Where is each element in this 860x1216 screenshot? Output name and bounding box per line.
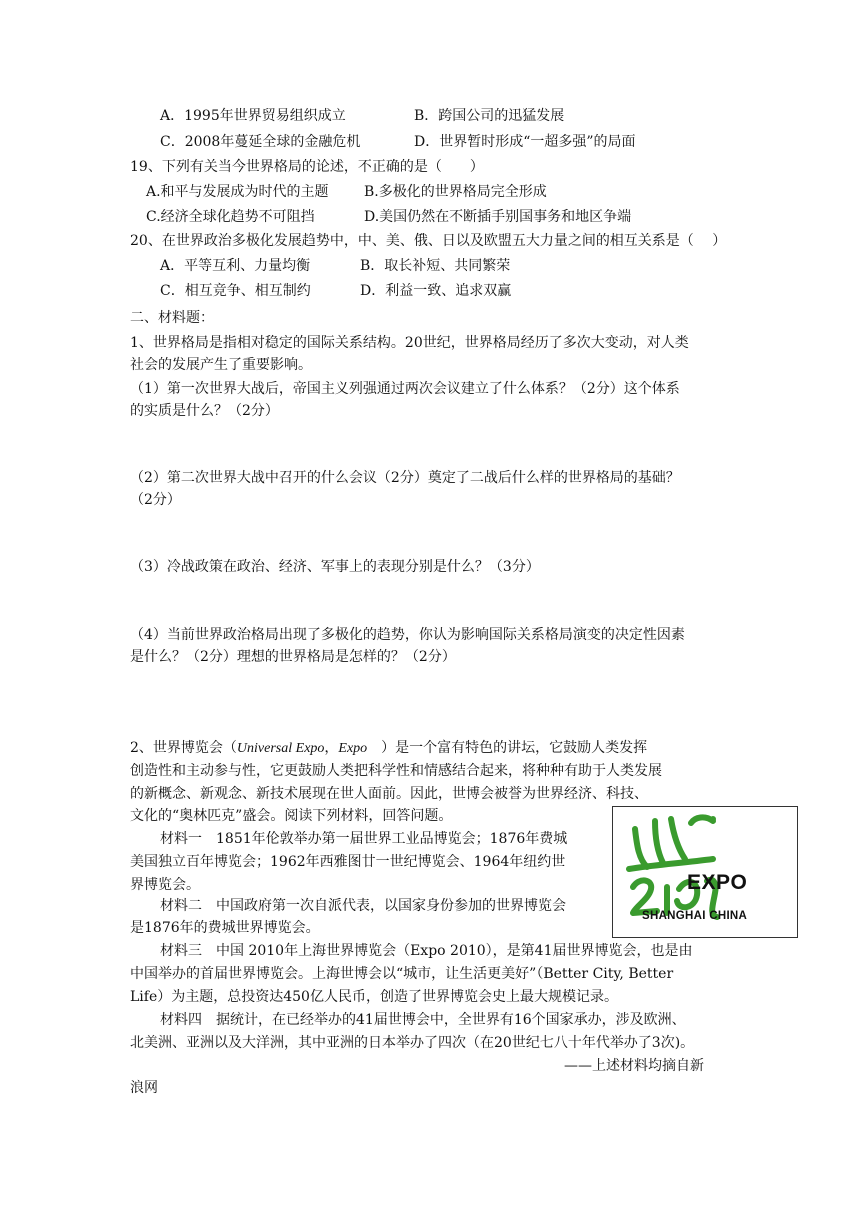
material-3-line-1: 材料三 中国 2010年上海世界博览会（Expo 2010），是第41届世界博览会，也是由 (160, 943, 693, 959)
source-attribution-line-2: 浪网 (130, 1080, 158, 1096)
m1-sub-question-4-line-1: （4）当前世界政治格局出现了多极化的趋势，你认为影响国际关系格局演变的决定性因素 (130, 627, 685, 643)
material-3-line-2: 中国举办的首届世界博览会。上海世博会以“城市，让生活更美好”（Better City, Better (130, 966, 674, 982)
m1-sub-question-1-line-2: 的实质是什么？（2分） (130, 403, 279, 419)
m2-intro-line-2: 创造性和主动参与性，它更鼓励人类把科学性和情感结合起来，将种种有助于人类发展 (130, 763, 662, 779)
q20-option-c: C．相互竞争、相互制约 (160, 283, 311, 299)
q19-option-b: B.多极化的世界格局完全形成 (364, 184, 547, 200)
q20-stem: 20、在世界政治多极化发展趋势中，中、美、俄、日以及欧盟五大力量之间的相互关系是（ ） (130, 233, 727, 249)
m1-intro-line-1: 1、世界格局是指相对稳定的国际关系结构。20世纪，世界格局经历了多次大变动，对人类 (130, 335, 689, 351)
q20-option-b: B．取长补短、共同繁荣 (360, 258, 511, 274)
material-2-line-2: 是1876年的费城世界博览会。 (130, 920, 320, 936)
q19-option-c: C.经济全球化趋势不可阻挡 (146, 209, 315, 225)
source-attribution-line-1: ——上述材料均摘自新 (564, 1058, 704, 1074)
expo-2010-logo (612, 806, 798, 938)
m1-sub-question-2-line-1: （2）第二次世界大战中召开的什么会议（2分）奠定了二战后什么样的世界格局的基础？ (130, 470, 680, 486)
material-1-line-3: 界博览会。 (130, 877, 200, 893)
m1-sub-question-3: （3）冷战政策在政治、经济、军事上的表现分别是什么？（3分） (130, 559, 540, 575)
q18-option-c: C．2008年蔓延全球的金融危机 (160, 134, 361, 150)
section-heading: 二、材料题： (130, 310, 214, 326)
q18-option-d: D．世界暂时形成“一超多强”的局面 (414, 134, 636, 150)
q19-option-a: A.和平与发展成为时代的主题 (146, 184, 329, 200)
material-4-line-1: 材料四 据统计，在已经举办的41届世博会中，全世界有16个国家承办，涉及欧洲、 (160, 1012, 686, 1028)
m1-sub-question-4-line-2: 是什么？（2分）理想的世界格局是怎样的？（2分） (130, 649, 456, 665)
m1-intro-line-2: 社会的发展产生了重要影响。 (130, 357, 312, 373)
q18-option-b: B．跨国公司的迅猛发展 (414, 108, 565, 124)
q20-option-d: D．利益一致、追求双赢 (360, 283, 512, 299)
logo-expo-text: EXPO (687, 871, 748, 894)
q18-option-a: A．1995年世界贸易组织成立 (160, 108, 346, 124)
q20-option-a: A．平等互利、力量均衡 (160, 258, 311, 274)
m1-sub-question-1-line-1: （1）第一次世界大战后，帝国主义列强通过两次会议建立了什么体系？（2分）这个体系 (130, 381, 680, 397)
material-1-line-2: 美国独立百年博览会；1962年西雅图廿一世纪博览会、1964年纽约世 (130, 854, 566, 870)
q19-stem: 19、下列有关当今世界格局的论述，不正确的是（ ） (130, 159, 484, 175)
m1-sub-question-2-line-2: （2分） (130, 492, 181, 508)
material-2-line-1: 材料二 中国政府第一次自派代表，以国家身份参加的世界博览会 (160, 898, 566, 914)
material-3-line-3: Life）为主题，总投资达450亿人民币，创造了世界博览会史上最大规模记录。 (130, 989, 618, 1005)
material-4-line-2: 北美洲、亚洲以及大洋洲，其中亚洲的日本举办了四次（在20世纪七八十年代举办了3次)。 (130, 1035, 695, 1051)
material-1-line-1: 材料一 1851年伦敦举办第一届世界工业品博览会；1876年费城 (160, 831, 568, 847)
q19-option-d: D.美国仍然在不断插手别国事务和地区争端 (364, 209, 632, 225)
m2-intro-line-4: 文化的“奥林匹克”盛会。阅读下列材料，回答问题。 (130, 808, 453, 824)
m2-intro-line-1: 2、世界博览会（Universal Expo，Expo ）是一个富有特色的讲坛，它鼓励人类发挥 (130, 740, 648, 756)
m2-intro-line-3: 的新概念、新观念、新技术展现在世人面前。因此，世博会被誉为世界经济、科技、 (130, 786, 648, 802)
logo-city-text: SHANGHAI CHINA (642, 910, 748, 922)
